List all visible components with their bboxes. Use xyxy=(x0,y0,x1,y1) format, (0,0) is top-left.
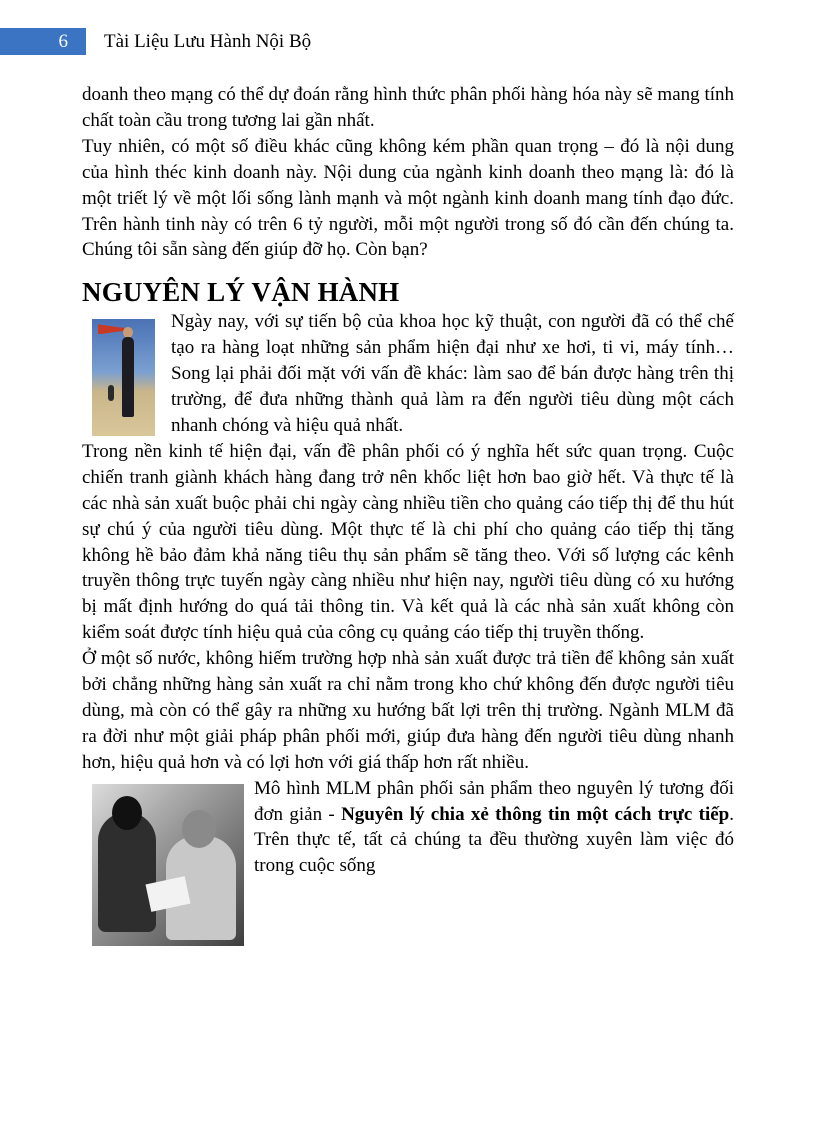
megaphone-man-image xyxy=(92,319,155,436)
intro-paragraph-2: Tuy nhiên, có một số điều khác cũng không kém phần quan trọng – đó là nội dung của hình théc kinh doanh này. Nội dung của ngành kinh doanh theo mạng là: đó là một triết lý về một lối sống lành mạnh và một ngành kinh doanh mang tính đạo đức. Trên hành tinh này có trên 6 tỷ người, mỗi một người trong số đó cần đến chúng ta. Chúng tôi sẵn sàng đến giúp đỡ họ. Còn bạn? xyxy=(82,135,734,261)
paragraph-4-bold: Nguyên lý chia xẻ thông tin một cách trực tiếp xyxy=(341,803,730,825)
section-paragraph-1: Ngày nay, với sự tiến bộ của khoa học kỹ thuật, con người đã có thể chế tạo ra hàng loạt những sản phẩm hiện đại như xe hơi, ti vi, máy tính… Song lại phải đối mặt với vấn đề khác: làm sao để bán được hàng trên thị trường, để đưa những thành quả làm ra đến người tiêu dùng một cách nhanh chóng và hiệu quả nhất. xyxy=(171,311,734,436)
intro-paragraph-1: doanh theo mạng có thể dự đoán rằng hình thức phân phối hàng hóa này sẽ mang tính chất toàn cầu trong tương lai gần nhất. xyxy=(82,84,734,131)
paragraph-4-end: . Trên thực tế, tất cả chúng ta đều thường xuyên làm việc đó trong cuộc sống xyxy=(254,803,734,877)
page-number: 6 xyxy=(0,28,86,55)
two-women-image xyxy=(92,784,244,946)
header-title: Tài Liệu Lưu Hành Nội Bộ xyxy=(104,31,312,52)
paragraph-4-start: Mô hình MLM phân phối sản phẩm theo nguyên lý tương đối đơn giản - xyxy=(254,777,734,825)
page-header xyxy=(0,28,816,55)
section-paragraph-3: Ở một số nước, không hiếm trường hợp nhà sản xuất được trả tiền để không sản xuất bởi chẳng những hàng sản xuất ra chỉ nằm trong kho chứ không đến được người tiêu dùng, mà còn có thể gây ra những xu hướng bất lợi trên thị trường. Ngành MLM đã ra đời như một giải pháp phân phối mới, giúp đưa hàng đến người tiêu dùng nhanh hơn, hiệu quả hơn và có lợi hơn với giá thấp hơn rất nhiều. xyxy=(82,648,734,773)
page-content xyxy=(82,82,734,950)
section-heading: NGUYÊN LÝ VẬN HÀNH xyxy=(82,277,400,308)
section-paragraph-2: Trong nền kinh tế hiện đại, vấn đề phân phối có ý nghĩa hết sức quan trọng. Cuộc chiến tranh giành khách hàng đang trở nên khốc liệt hơn bao giờ hết. Và thực tế là các nhà sản xuất buộc phải chi ngày càng nhiều tiền cho quảng cáo tiếp thị để thu hút sự chú ý của người tiêu dùng. Một thực tế là chi phí cho quảng cáo tiếp thị tăng không hề bảo đảm khả năng tiêu thụ sản phẩm sẽ tăng theo. Với số lượng các kênh truyền thông trực tuyến ngày càng nhiều như hiện nay, người tiêu dùng có xu hướng bị mất định hướng do quá tải thông tin. Và kết quả là các nhà sản xuất không còn kiểm soát được tính hiệu quả của công cụ quảng cáo tiếp thị truyền thống. xyxy=(82,440,734,644)
